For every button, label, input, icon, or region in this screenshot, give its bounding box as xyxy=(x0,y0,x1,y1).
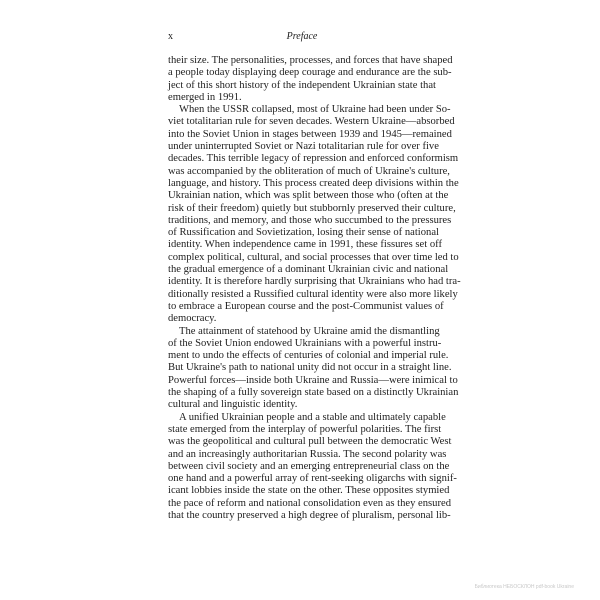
paragraph xyxy=(168,411,457,523)
running-head: Preface xyxy=(286,31,318,42)
text-line: that the country preserved a high degree of pluralism, personal lib- xyxy=(168,509,451,521)
text-line: one hand and a powerful array of rent-seeking oligarchs with signif- xyxy=(168,473,457,485)
paragraph xyxy=(168,55,453,104)
text-line: identity. When independence came in 1991, these fissures set off xyxy=(168,239,442,251)
text-line: language, and history. This process created deep divisions within the xyxy=(168,177,459,189)
text-line: the shaping of a fully sovereign state based on a distinctly Ukrainian xyxy=(168,387,459,399)
text-line: When the USSR collapsed, most of Ukraine had been under So- xyxy=(179,104,451,116)
page-number: x xyxy=(168,31,173,42)
text-line: state emerged from the interplay of powerful polarities. The first xyxy=(168,423,442,435)
text-line: to embrace a European course and the post-Communist values of xyxy=(168,300,444,312)
text-line: and an increasingly authoritarian Russia. The second polarity was xyxy=(168,448,447,460)
text-line: traditions, and memory, and those who succumbed to the pressures xyxy=(168,214,452,226)
text-line: complex political, cultural, and social processes that over time led to xyxy=(168,251,459,263)
page-body xyxy=(168,55,461,522)
text-line: Ukrainian nation, which was split between those who (often at the xyxy=(168,190,449,202)
text-line: their size. The personalities, processes, and forces that have shaped xyxy=(168,55,453,66)
text-line: The attainment of statehood by Ukraine amid the dismantling xyxy=(179,325,440,337)
text-line: viet totalitarian rule for seven decades. Western Ukraine—absorbed xyxy=(168,116,455,128)
watermark: Библиотека НЕБОСКЛОН pdf-book Ukraine xyxy=(474,584,574,590)
text-line: between civil society and an emerging entrepreneurial class on the xyxy=(168,460,450,472)
text-line: emerged in 1991. xyxy=(168,91,242,103)
text-line: ment to undo the effects of centuries of colonial and imperial rule. xyxy=(168,350,449,362)
paragraph xyxy=(168,104,461,325)
paragraph xyxy=(168,325,459,412)
text-line: under uninterrupted Soviet or Nazi totalitarian rule for over five xyxy=(168,141,439,153)
text-line: the gradual emergence of a dominant Ukrainian civic and national xyxy=(168,264,449,276)
text-line: ditionally resisted a Russified cultural identity were also more likely xyxy=(168,288,458,300)
text-line: risk of their freedom) quietly but stubbornly preserved their culture, xyxy=(168,202,456,214)
text-line: decades. This terrible legacy of repression and enforced conformism xyxy=(168,153,459,165)
page-header xyxy=(168,30,436,44)
text-line: was accompanied by the obliteration of much of Ukraine's culture, xyxy=(168,165,450,177)
text-line: of Russification and Sovietization, losing their sense of national xyxy=(168,227,439,239)
text-line: of the Soviet Union endowed Ukrainians with a powerful instru- xyxy=(168,337,442,349)
text-line: A unified Ukrainian people and a stable and ultimately capable xyxy=(179,411,446,423)
text-line: ject of this short history of the independent Ukrainian state that xyxy=(168,79,436,91)
text-line: cultural and linguistic identity. xyxy=(168,399,298,411)
text-line: democracy. xyxy=(168,313,217,325)
text-line: identity. It is therefore hardly surprising that Ukrainians who had tra- xyxy=(168,276,461,288)
text-line: a people today displaying deep courage and endurance are the sub- xyxy=(168,67,452,79)
text-line: the pace of reform and national consolidation even as they ensured xyxy=(168,497,451,509)
text-line: icant lobbies inside the state on the other. These opposites stymied xyxy=(168,485,450,497)
text-line: Powerful forces—inside both Ukraine and Russia—were inimical to xyxy=(168,374,458,386)
text-line: into the Soviet Union in stages between 1939 and 1945—remained xyxy=(168,128,452,140)
text-line: was the geopolitical and cultural pull between the democratic West xyxy=(168,436,452,448)
text-line: But Ukraine's path to national unity did not occur in a straight line. xyxy=(168,362,452,374)
